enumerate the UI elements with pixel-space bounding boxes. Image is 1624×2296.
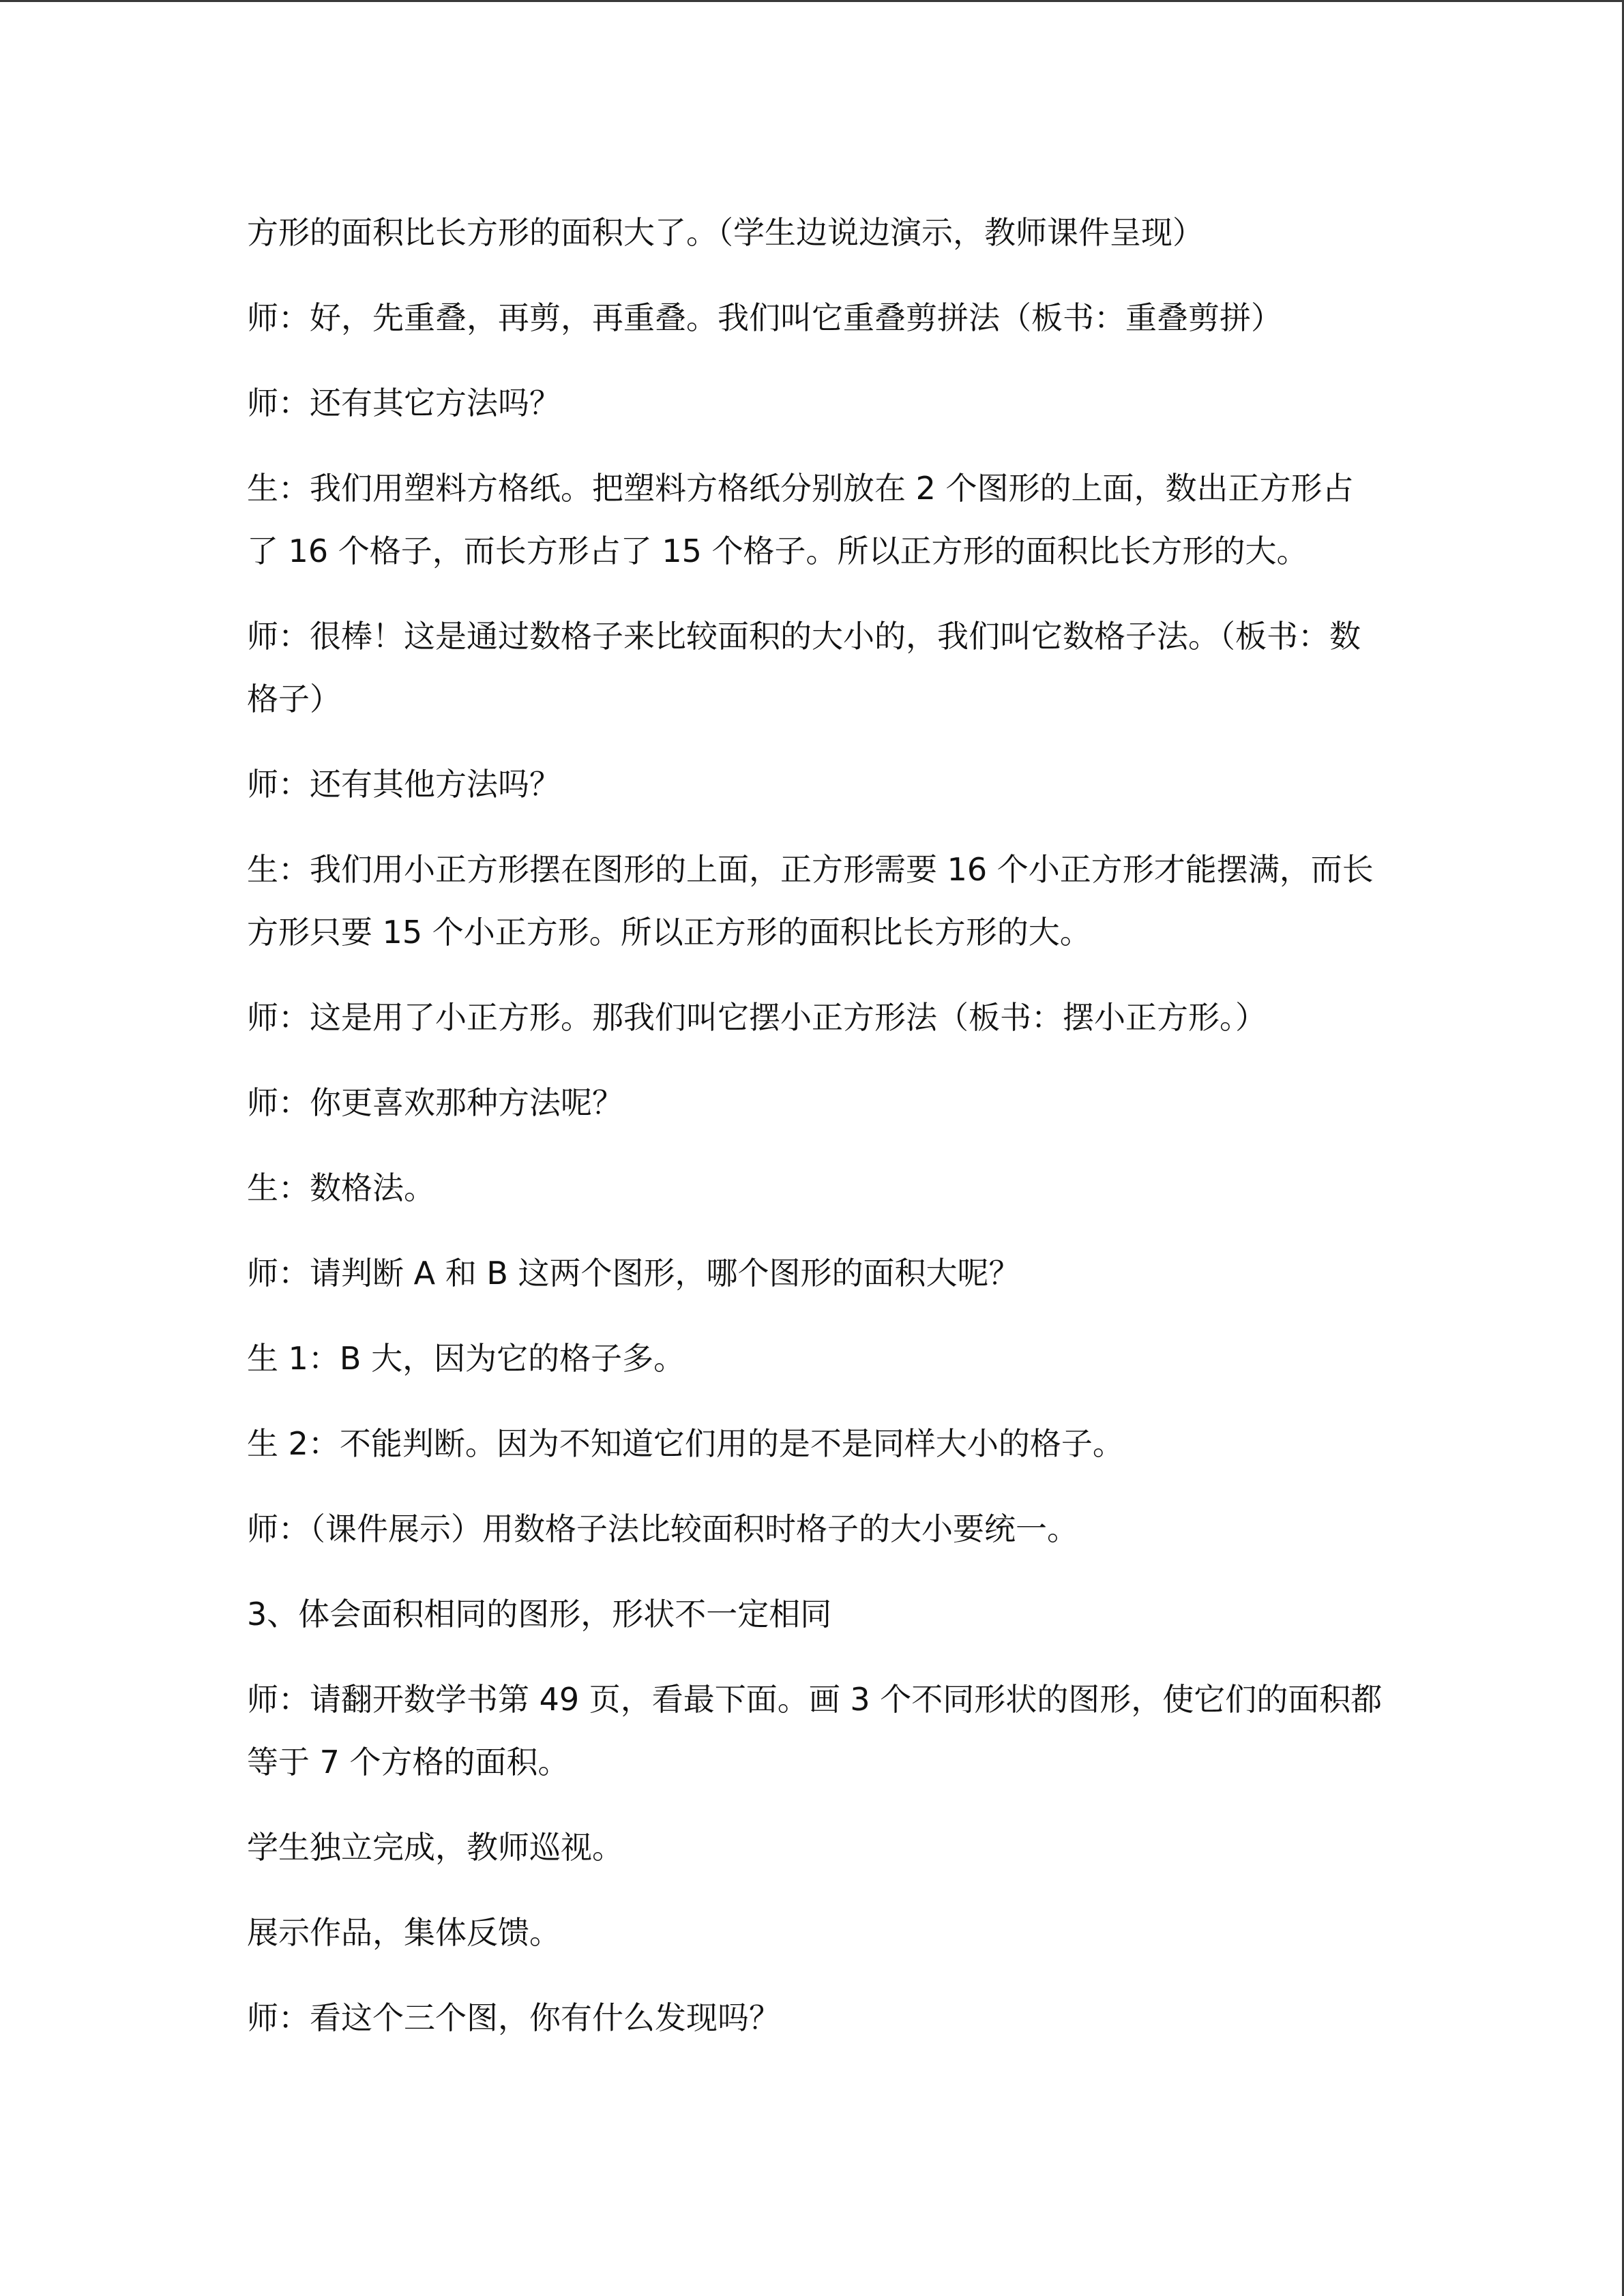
paragraph: 师：（课件展示）用数格子法比较面积时格子的大小要统一。 (247, 1510, 1078, 1547)
paragraph: 生 2：不能判断。因为不知道它们用的是不是同样大小的格子。 (247, 1425, 1124, 1462)
paragraph: 师：还有其它方法吗？ (247, 385, 561, 421)
paragraph: 展示作品，集体反馈。 (247, 1914, 561, 1951)
section-heading: 3、体会面积相同的图形，形状不一定相同 (247, 1596, 832, 1632)
paragraph: 方形的面积比长方形的面积大了。（学生边说边演示，教师课件呈现） (247, 214, 1204, 251)
page-top-border (0, 0, 1624, 2)
paragraph: 师：你更喜欢那种方法呢？ (247, 1084, 623, 1121)
paragraph: 师：请判断 A 和 B 这两个图形，哪个图形的面积大呢？ (247, 1255, 1020, 1292)
paragraph: 师：请翻开数学书第 49 页，看最下面。画 3 个不同形状的图形，使它们的面积都等于 7 个方格的面积。 (247, 1681, 1383, 1780)
document-body (247, 201, 1383, 2072)
paragraph: 师：看这个三个图，你有什么发现吗？ (247, 1999, 780, 2036)
paragraph: 师：好，先重叠，再剪，再重叠。我们叫它重叠剪拼法（板书：重叠剪拼） (247, 299, 1282, 336)
paragraph: 生：数格法。 (247, 1169, 435, 1206)
paragraph: 师：这是用了小正方形。那我们叫它摆小正方形法（板书：摆小正方形。） (247, 999, 1267, 1036)
paragraph: 学生独立完成，教师巡视。 (247, 1829, 623, 1866)
paragraph: 师：很棒！这是通过数格子来比较面积的大小的，我们叫它数格子法。（板书：数格子） (247, 618, 1361, 717)
paragraph: 生：我们用小正方形摆在图形的上面，正方形需要 16 个小正方形才能摆满，而长方形只要 15 个小正方形。所以正方形的面积比长方形的大。 (247, 851, 1374, 951)
paragraph: 生：我们用塑料方格纸。把塑料方格纸分别放在 2 个图形的上面，数出正方形占了 16 个格子，而长方形占了 15 个格子。所以正方形的面积比长方形的大。 (247, 470, 1354, 569)
paragraph: 生 1：B 大，因为它的格子多。 (247, 1340, 685, 1377)
paragraph: 师：还有其他方法吗？ (247, 766, 561, 803)
